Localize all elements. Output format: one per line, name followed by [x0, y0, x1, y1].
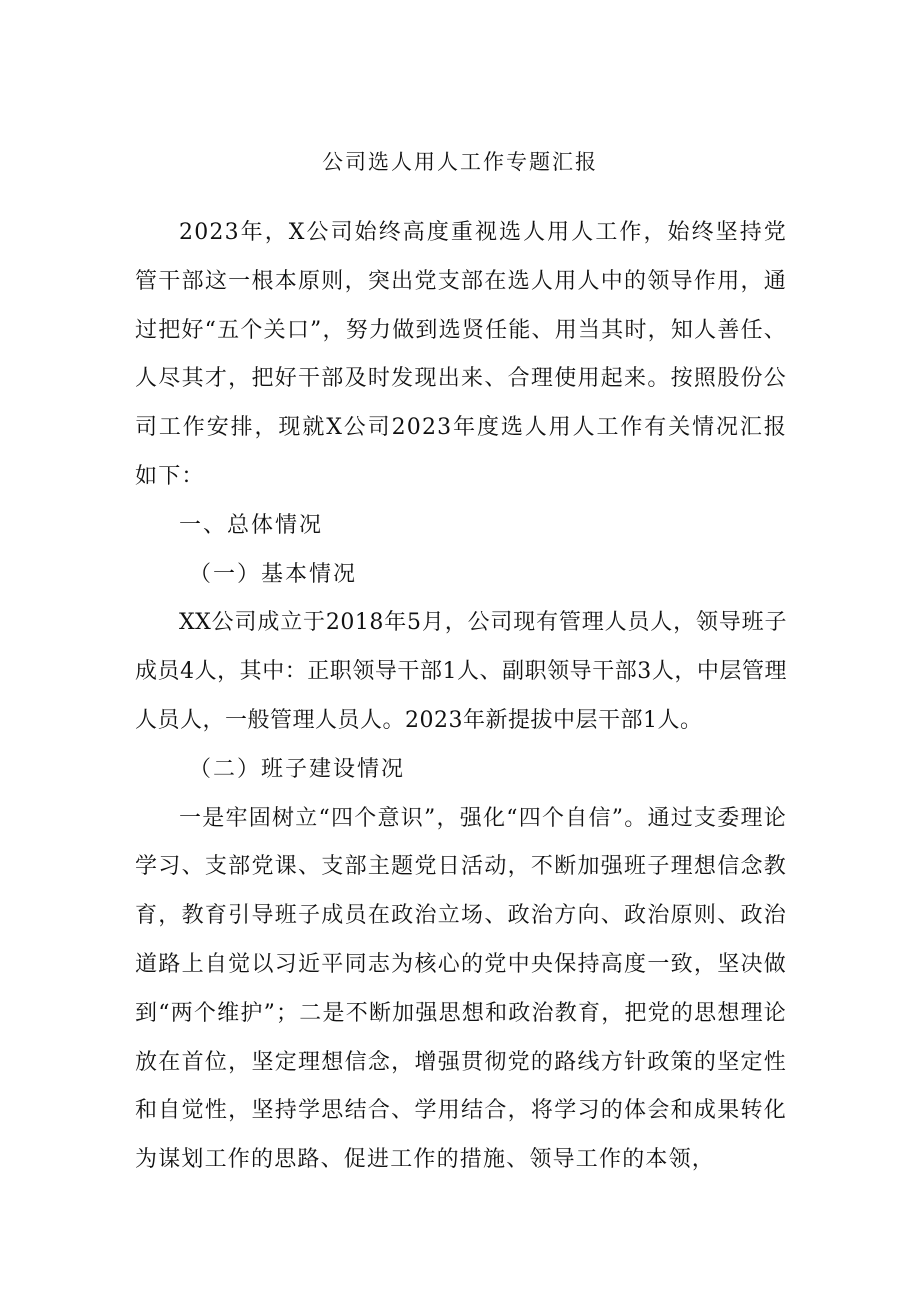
section-heading-overview: 一、总体情况 [179, 512, 324, 538]
basic-info-paragraph: XX公司成立于2018年5月，公司现有管理人员人，领导班子成员4人，其中：正职领导干部1人、副职领导干部3人，中层管理人员人，一般管理人员人。2023年新提拔中层干部1人。 [135, 610, 787, 733]
document-title: 公司选人用人工作专题汇报 [322, 150, 598, 174]
document-body [135, 209, 787, 1185]
subsection-heading-basic: （一）基本情况 [189, 561, 358, 587]
intro-paragraph: 2023年，X公司始终高度重视选人用人工作，始终坚持党管干部这一根本原则，突出党支部在选人用人中的领导作用，通过把好“五个关口”，努力做到选贤任能、用当其时，知人善任、人尽其才，把好干部及时发现出来、合理使用起来。按照股份公司工作安排，现就X公司2023年度选人用人工作有关情况汇报如下： [135, 220, 787, 489]
team-building-paragraph: 一是牢固树立“四个意识”，强化“四个自信”。通过支委理论学习、支部党课、支部主题党日活动，不断加强班子理想信念教育，教育引导班子成员在政治立场、政治方向、政治原则、政治道路上自觉以习近平同志为核心的党中央保持高度一致，坚决做到“两个维护”；二是不断加强思想和政治教育，把党的思想理论放在首位，坚定理想信念，增强贯彻党的路线方针政策的坚定性和自觉性，坚持学思结合、学用结合，将学习的体会和成果转化为谋划工作的思路、促进工作的措施、领导工作的本领， [135, 805, 787, 1173]
subsection-heading-team: （二）班子建设情况 [189, 756, 406, 782]
